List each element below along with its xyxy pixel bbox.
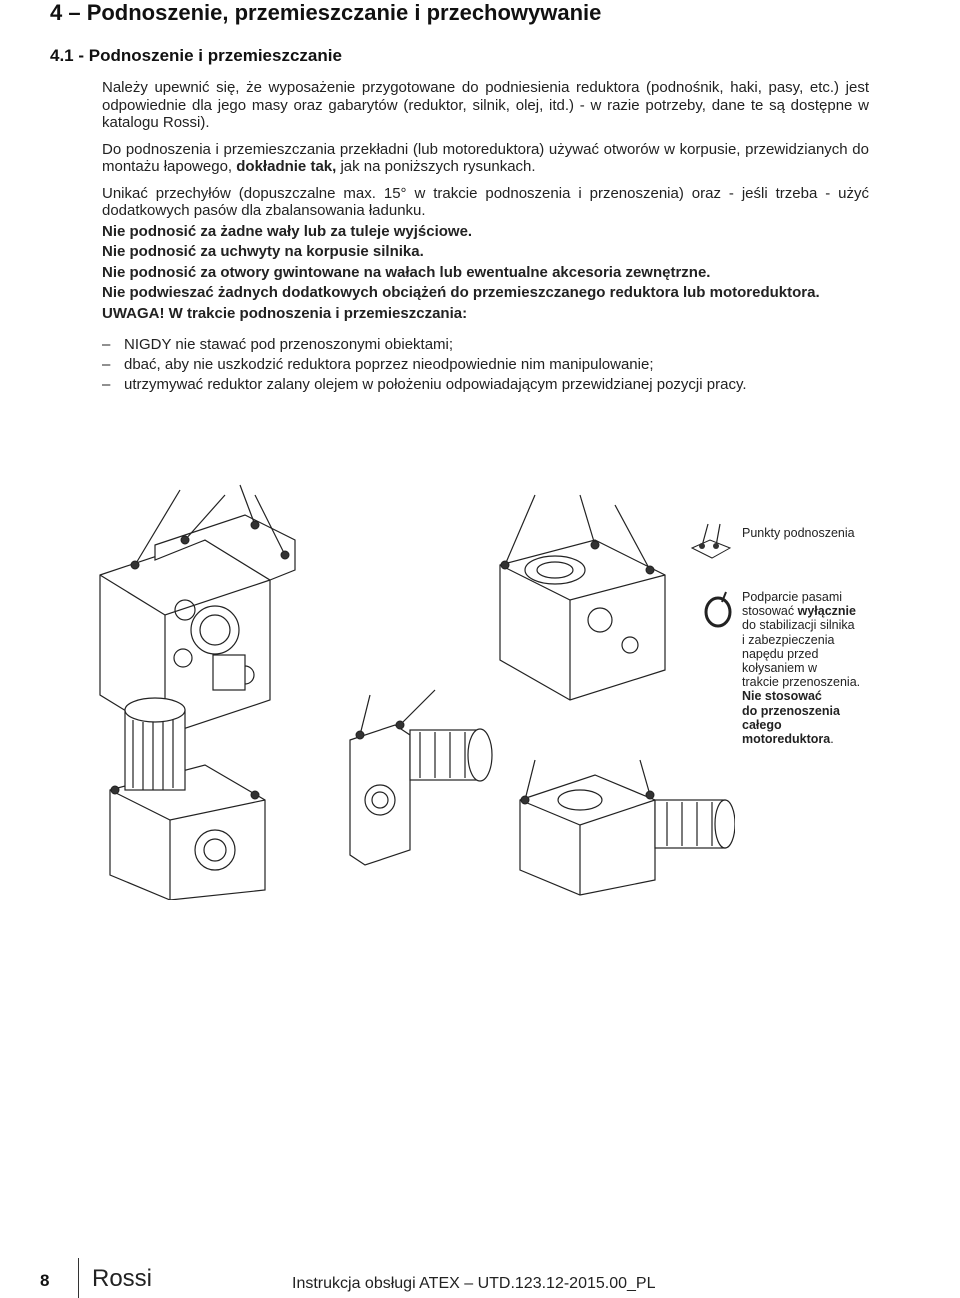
motor-gearbox-illustration-1	[110, 698, 265, 900]
body-text	[102, 79, 869, 324]
lifting-point-icon	[690, 518, 735, 563]
list-item: – NIGDY nie stawać pod przenoszonymi obiektami;	[102, 336, 454, 353]
motor-gearbox-illustration-3	[520, 760, 735, 895]
page-title: 4 – Podnoszenie, przemieszczanie i przechowywanie	[50, 0, 602, 25]
warning-extra-loads: Nie podwieszać żadnych dodatkowych obciążeń do przemieszczanego reduktora lub motoreduktora.	[102, 284, 820, 301]
gearbox-illustration-2	[500, 495, 665, 700]
legend-sling-support: Podparcie pasami stosować wyłącznie do stabilizacji silnika i zabezpieczenia napędu przed kołysaniem w trakcie przenoszenia. Nie stosować do przenoszenia całego motoreduktora.	[742, 590, 861, 747]
gearbox-illustration-1	[100, 485, 295, 735]
list-item: – utrzymywać reduktor zalany olejem w położeniu odpowiadającym przewidzianej pozycji pracy.	[102, 376, 747, 393]
lifting-illustrations	[95, 470, 735, 900]
paragraph-tilt: Unikać przechyłów (dopuszczalne max. 15° w trakcie podnoszenia i przenoszenia) oraz - jeśli trzeba - użyć dodatkowych pasów dla zbalansowania ładunku.	[102, 184, 869, 219]
caution-list	[102, 336, 747, 393]
paragraph-equipment: Należy upewnić się, że wyposażenie przygotowane do podniesienia reduktora (podnośnik, haki, pasy, etc.) jest odpowiednie dla jego masy oraz gabarytów (reduktor, silnik, olej, itd.) - w razie potrzeby, dane te są dostępne w katalogu Rossi).	[102, 79, 869, 131]
section-title: 4.1 - Podnoszenie i przemieszczanie	[50, 46, 342, 65]
paragraph-holes: Do podnoszenia i przemieszczania przekładni (lub motoreduktora) używać otworów w korpusie, przewidzianych do montażu łapowego, dokładnie tak, jak na poniższych rysunkach.	[102, 140, 869, 175]
warning-shafts: Nie podnosić za żadne wały lub za tuleje wyjściowe.	[102, 222, 473, 240]
motor-gearbox-illustration-2	[350, 690, 492, 865]
document-id: Instrukcja obsługi ATEX – UTD.123.12-2015.00_PL	[292, 1275, 656, 1292]
list-item: – dbać, aby nie uszkodzić reduktora poprzez nieodpowiednie nim manipulowanie;	[102, 356, 654, 373]
page-number: 8	[40, 1271, 50, 1290]
legend-lifting-points: Punkty podnoszenia	[742, 526, 855, 540]
warning-threaded-holes: Nie podnosić za otwory gwintowane na wałach lub ewentualne akcesoria zewnętrzne.	[102, 263, 711, 281]
warning-motor-handles: Nie podnosić za uchwyty na korpusie silnika.	[102, 243, 424, 260]
sling-icon	[700, 590, 736, 630]
footer-divider	[78, 1258, 79, 1298]
footer	[0, 1254, 960, 1298]
caution-line: UWAGA! W trakcie podnoszenia i przemieszczania:	[102, 304, 468, 322]
brand-logo: Rossi	[92, 1265, 153, 1292]
